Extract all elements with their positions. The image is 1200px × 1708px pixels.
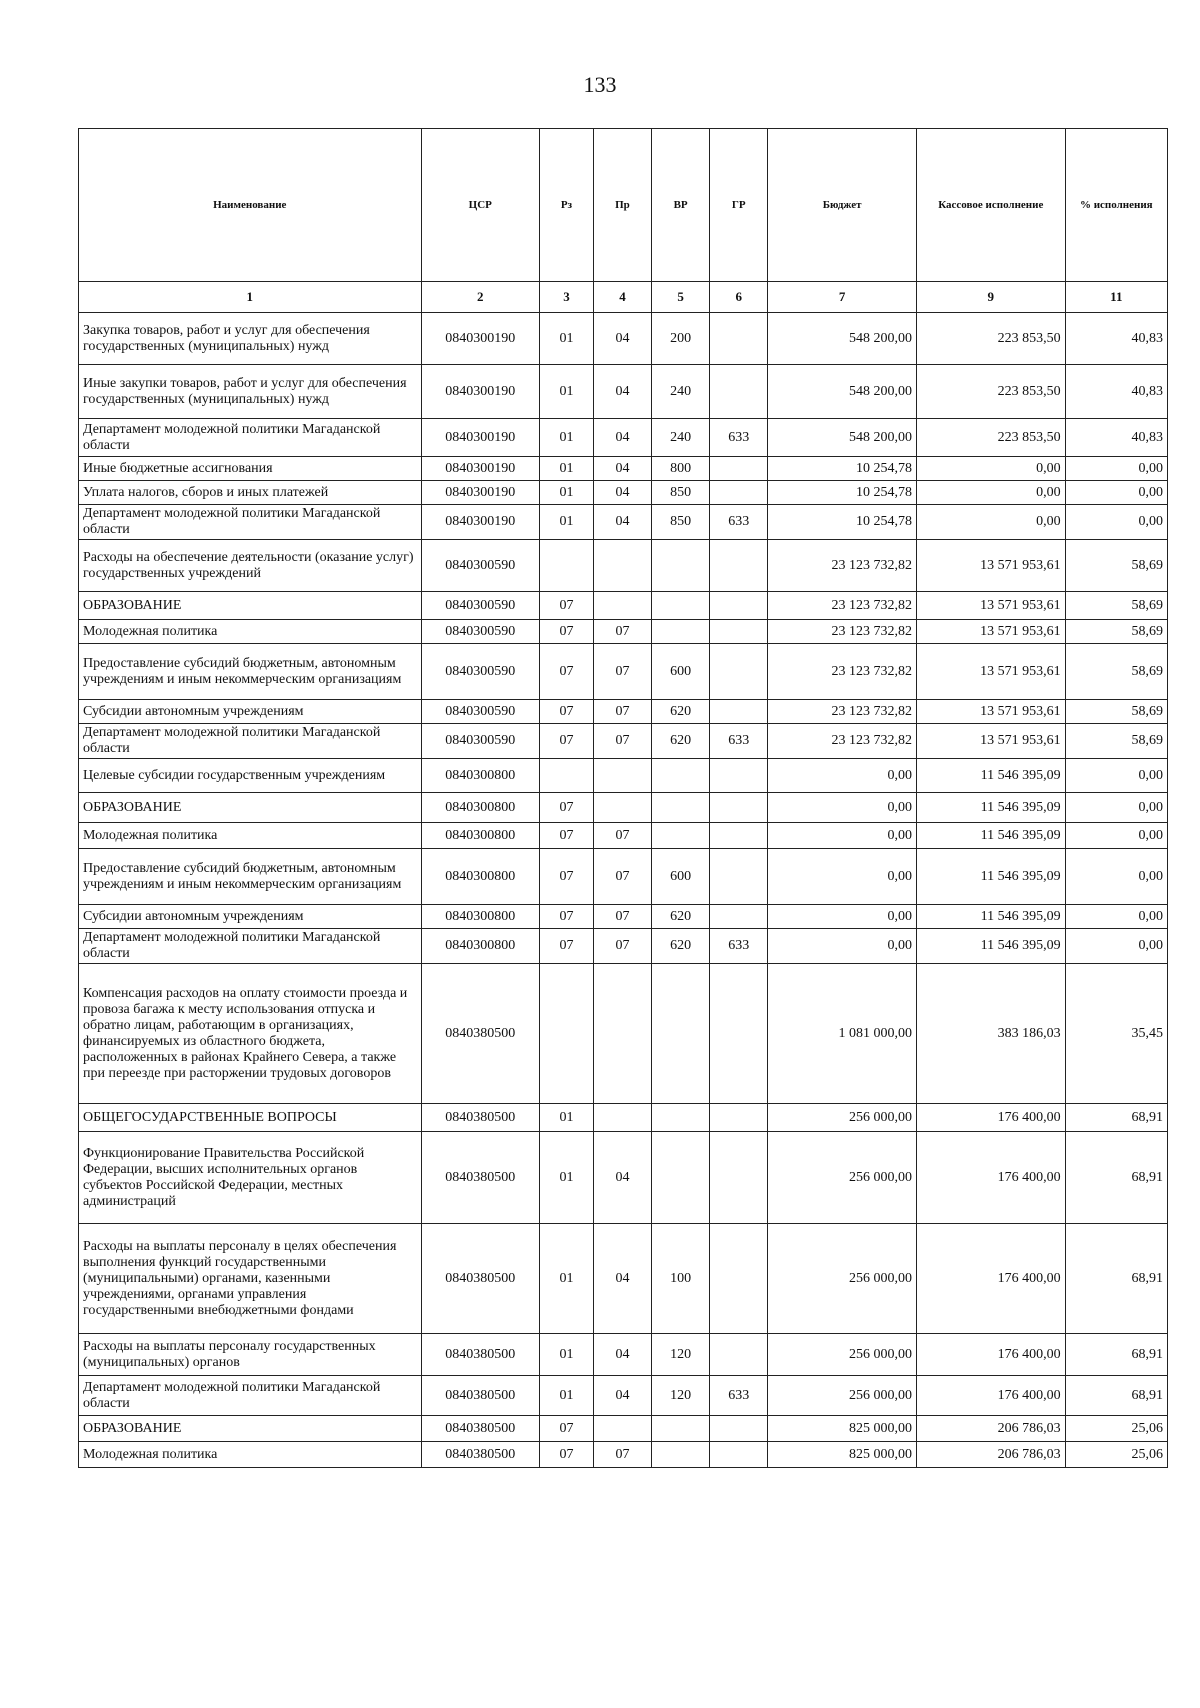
cell-vr	[652, 1132, 710, 1224]
cell-csr: 0840300800	[421, 823, 539, 849]
table-row	[79, 644, 1168, 700]
cell-percent: 0,00	[1065, 457, 1167, 481]
table-row	[79, 1442, 1168, 1468]
cell-percent: 0,00	[1065, 481, 1167, 505]
cell-executed: 176 400,00	[916, 1334, 1065, 1376]
cell-name: Предоставление субсидий бюджетным, автономным учреждениям и иным некоммерческим организациям	[79, 644, 422, 700]
cell-executed: 176 400,00	[916, 1132, 1065, 1224]
table-row	[79, 1376, 1168, 1416]
cell-budget: 256 000,00	[768, 1132, 917, 1224]
cell-executed: 206 786,03	[916, 1416, 1065, 1442]
cell-csr: 0840300190	[421, 313, 539, 365]
cell-percent: 0,00	[1065, 929, 1167, 964]
cell-csr: 0840300800	[421, 849, 539, 905]
cell-name: Молодежная политика	[79, 620, 422, 644]
cell-name: Предоставление субсидий бюджетным, автономным учреждениям и иным некоммерческим организациям	[79, 849, 422, 905]
cell-executed: 0,00	[916, 481, 1065, 505]
column-number: 3	[540, 282, 594, 313]
cell-percent: 0,00	[1065, 823, 1167, 849]
cell-pr: 07	[593, 823, 651, 849]
cell-vr: 120	[652, 1376, 710, 1416]
cell-gr	[710, 823, 768, 849]
cell-vr	[652, 592, 710, 620]
cell-pr	[593, 964, 651, 1104]
cell-budget: 0,00	[768, 793, 917, 823]
column-number: 6	[710, 282, 768, 313]
cell-pr: 07	[593, 929, 651, 964]
cell-csr: 0840300590	[421, 592, 539, 620]
cell-name: Функционирование Правительства Российской Федерации, высших исполнительных органов субъектов Российской Федерации, местных администраций	[79, 1132, 422, 1224]
cell-budget: 23 123 732,82	[768, 592, 917, 620]
cell-rz: 07	[540, 793, 594, 823]
table-row	[79, 620, 1168, 644]
header-executed: Кассовое исполнение	[916, 129, 1065, 282]
cell-vr	[652, 1416, 710, 1442]
cell-percent: 68,91	[1065, 1334, 1167, 1376]
cell-pr	[593, 1104, 651, 1132]
cell-csr: 0840300800	[421, 929, 539, 964]
cell-csr: 0840380500	[421, 1376, 539, 1416]
cell-budget: 1 081 000,00	[768, 964, 917, 1104]
cell-percent: 58,69	[1065, 700, 1167, 724]
cell-name: Целевые субсидии государственным учреждениям	[79, 759, 422, 793]
cell-percent: 58,69	[1065, 644, 1167, 700]
table-row	[79, 964, 1168, 1104]
cell-budget: 23 123 732,82	[768, 644, 917, 700]
cell-gr	[710, 793, 768, 823]
cell-vr: 620	[652, 700, 710, 724]
cell-budget: 825 000,00	[768, 1416, 917, 1442]
cell-name: Субсидии автономным учреждениям	[79, 700, 422, 724]
cell-percent: 25,06	[1065, 1416, 1167, 1442]
cell-vr	[652, 540, 710, 592]
cell-name: Молодежная политика	[79, 1442, 422, 1468]
cell-pr	[593, 1416, 651, 1442]
table-row	[79, 1334, 1168, 1376]
header-pr: Пр	[593, 129, 651, 282]
cell-gr: 633	[710, 1376, 768, 1416]
cell-gr	[710, 1416, 768, 1442]
cell-pr: 04	[593, 481, 651, 505]
table-row	[79, 823, 1168, 849]
cell-vr: 120	[652, 1334, 710, 1376]
cell-name: Закупка товаров, работ и услуг для обеспечения государственных (муниципальных) нужд	[79, 313, 422, 365]
cell-percent: 40,83	[1065, 313, 1167, 365]
cell-budget: 10 254,78	[768, 481, 917, 505]
cell-csr: 0840300190	[421, 505, 539, 540]
cell-rz: 01	[540, 1104, 594, 1132]
column-number: 2	[421, 282, 539, 313]
cell-executed: 223 853,50	[916, 419, 1065, 457]
cell-csr: 0840300590	[421, 724, 539, 759]
cell-gr	[710, 964, 768, 1104]
cell-gr	[710, 700, 768, 724]
cell-vr: 620	[652, 724, 710, 759]
cell-rz	[540, 964, 594, 1104]
cell-vr: 600	[652, 644, 710, 700]
cell-rz: 07	[540, 929, 594, 964]
cell-csr: 0840300800	[421, 793, 539, 823]
cell-csr: 0840300800	[421, 759, 539, 793]
cell-vr	[652, 620, 710, 644]
cell-budget: 256 000,00	[768, 1334, 917, 1376]
cell-rz: 01	[540, 457, 594, 481]
cell-vr: 800	[652, 457, 710, 481]
cell-budget: 256 000,00	[768, 1104, 917, 1132]
cell-pr: 07	[593, 620, 651, 644]
cell-rz: 07	[540, 724, 594, 759]
cell-budget: 0,00	[768, 823, 917, 849]
cell-pr: 07	[593, 905, 651, 929]
cell-gr	[710, 849, 768, 905]
cell-rz: 07	[540, 620, 594, 644]
cell-name: Расходы на обеспечение деятельности (оказание услуг) государственных учреждений	[79, 540, 422, 592]
cell-pr: 07	[593, 700, 651, 724]
cell-executed: 13 571 953,61	[916, 540, 1065, 592]
cell-executed: 11 546 395,09	[916, 929, 1065, 964]
header-name: Наименование	[79, 129, 422, 282]
cell-budget: 256 000,00	[768, 1376, 917, 1416]
cell-vr	[652, 823, 710, 849]
cell-vr	[652, 1442, 710, 1468]
column-number: 4	[593, 282, 651, 313]
cell-budget: 0,00	[768, 929, 917, 964]
cell-vr	[652, 1104, 710, 1132]
cell-percent: 0,00	[1065, 793, 1167, 823]
cell-gr	[710, 1334, 768, 1376]
table-row	[79, 929, 1168, 964]
cell-vr: 620	[652, 929, 710, 964]
cell-rz: 07	[540, 823, 594, 849]
cell-csr: 0840300590	[421, 620, 539, 644]
cell-gr	[710, 1224, 768, 1334]
cell-csr: 0840380500	[421, 1334, 539, 1376]
table-row	[79, 1104, 1168, 1132]
cell-executed: 176 400,00	[916, 1376, 1065, 1416]
header-row	[79, 129, 1168, 282]
cell-gr	[710, 313, 768, 365]
cell-executed: 11 546 395,09	[916, 793, 1065, 823]
cell-pr: 04	[593, 365, 651, 419]
cell-percent: 0,00	[1065, 849, 1167, 905]
column-number: 11	[1065, 282, 1167, 313]
cell-percent: 40,83	[1065, 365, 1167, 419]
column-number: 5	[652, 282, 710, 313]
cell-name: Молодежная политика	[79, 823, 422, 849]
cell-gr	[710, 540, 768, 592]
cell-budget: 23 123 732,82	[768, 620, 917, 644]
cell-pr: 04	[593, 457, 651, 481]
cell-csr: 0840300190	[421, 365, 539, 419]
cell-rz: 01	[540, 481, 594, 505]
header-budget: Бюджет	[768, 129, 917, 282]
cell-executed: 176 400,00	[916, 1104, 1065, 1132]
column-number: 1	[79, 282, 422, 313]
cell-percent: 25,06	[1065, 1442, 1167, 1468]
cell-rz: 01	[540, 1224, 594, 1334]
cell-percent: 0,00	[1065, 505, 1167, 540]
cell-gr	[710, 905, 768, 929]
table-row	[79, 700, 1168, 724]
cell-executed: 206 786,03	[916, 1442, 1065, 1468]
cell-rz: 01	[540, 1132, 594, 1224]
cell-rz: 07	[540, 1416, 594, 1442]
cell-name: Расходы на выплаты персоналу в целях обеспечения выполнения функций государственными (муниципальными) органами, казенными учреждениями, органами управления государственными внебюджетными фондами	[79, 1224, 422, 1334]
cell-budget: 23 123 732,82	[768, 540, 917, 592]
cell-gr: 633	[710, 419, 768, 457]
cell-rz: 07	[540, 700, 594, 724]
cell-csr: 0840380500	[421, 1132, 539, 1224]
cell-pr: 04	[593, 1376, 651, 1416]
cell-csr: 0840300190	[421, 419, 539, 457]
cell-budget: 548 200,00	[768, 313, 917, 365]
column-number: 7	[768, 282, 917, 313]
table-row	[79, 849, 1168, 905]
cell-pr	[593, 793, 651, 823]
cell-percent: 35,45	[1065, 964, 1167, 1104]
cell-pr	[593, 540, 651, 592]
cell-rz: 07	[540, 592, 594, 620]
cell-rz: 01	[540, 419, 594, 457]
cell-percent: 58,69	[1065, 540, 1167, 592]
budget-execution-table	[78, 128, 1168, 1468]
cell-gr	[710, 457, 768, 481]
cell-vr: 620	[652, 905, 710, 929]
cell-pr: 07	[593, 849, 651, 905]
cell-name: Иные бюджетные ассигнования	[79, 457, 422, 481]
cell-rz: 07	[540, 849, 594, 905]
cell-gr	[710, 592, 768, 620]
cell-csr: 0840300590	[421, 700, 539, 724]
cell-percent: 0,00	[1065, 759, 1167, 793]
cell-gr	[710, 759, 768, 793]
cell-rz: 01	[540, 365, 594, 419]
cell-budget: 23 123 732,82	[768, 700, 917, 724]
cell-name: Компенсация расходов на оплату стоимости проезда и провоза багажа к месту использования отпуска и обратно лицам, работающим в организациях, финансируемых из областного бюджета, расположенных в районах Крайнего Севера, а также при переезде при расторжении трудовых договоров	[79, 964, 422, 1104]
table-row	[79, 1416, 1168, 1442]
cell-gr	[710, 481, 768, 505]
table-row	[79, 592, 1168, 620]
cell-gr	[710, 1442, 768, 1468]
cell-gr: 633	[710, 505, 768, 540]
cell-vr: 600	[652, 849, 710, 905]
cell-budget: 10 254,78	[768, 505, 917, 540]
cell-pr: 07	[593, 644, 651, 700]
table-row	[79, 313, 1168, 365]
cell-csr: 0840300590	[421, 644, 539, 700]
cell-percent: 68,91	[1065, 1376, 1167, 1416]
cell-csr: 0840380500	[421, 1104, 539, 1132]
table-row	[79, 481, 1168, 505]
cell-name: ОБЩЕГОСУДАРСТВЕННЫЕ ВОПРОСЫ	[79, 1104, 422, 1132]
cell-rz: 01	[540, 1334, 594, 1376]
cell-percent: 68,91	[1065, 1132, 1167, 1224]
cell-rz	[540, 759, 594, 793]
table-row	[79, 793, 1168, 823]
cell-gr: 633	[710, 929, 768, 964]
cell-csr: 0840300190	[421, 457, 539, 481]
header-vr: ВР	[652, 129, 710, 282]
cell-csr: 0840300190	[421, 481, 539, 505]
cell-budget: 0,00	[768, 849, 917, 905]
table-row	[79, 759, 1168, 793]
cell-gr	[710, 365, 768, 419]
table-row	[79, 505, 1168, 540]
cell-rz: 07	[540, 1442, 594, 1468]
cell-budget: 256 000,00	[768, 1224, 917, 1334]
cell-gr: 633	[710, 724, 768, 759]
cell-executed: 11 546 395,09	[916, 905, 1065, 929]
table-row	[79, 1132, 1168, 1224]
cell-vr: 240	[652, 419, 710, 457]
cell-pr: 04	[593, 419, 651, 457]
cell-vr: 850	[652, 481, 710, 505]
column-numbers-row	[79, 282, 1168, 313]
cell-vr	[652, 964, 710, 1104]
cell-budget: 10 254,78	[768, 457, 917, 481]
cell-executed: 383 186,03	[916, 964, 1065, 1104]
header-gr: ГР	[710, 129, 768, 282]
cell-executed: 0,00	[916, 505, 1065, 540]
cell-percent: 58,69	[1065, 620, 1167, 644]
cell-vr: 100	[652, 1224, 710, 1334]
cell-executed: 0,00	[916, 457, 1065, 481]
cell-pr: 07	[593, 724, 651, 759]
cell-gr	[710, 620, 768, 644]
cell-executed: 11 546 395,09	[916, 759, 1065, 793]
cell-pr: 04	[593, 1334, 651, 1376]
cell-pr	[593, 592, 651, 620]
cell-gr	[710, 1104, 768, 1132]
header-percent: % исполнения	[1065, 129, 1167, 282]
cell-gr	[710, 644, 768, 700]
cell-name: Департамент молодежной политики Магаданской области	[79, 929, 422, 964]
cell-rz: 07	[540, 905, 594, 929]
cell-rz: 01	[540, 313, 594, 365]
cell-rz: 07	[540, 644, 594, 700]
cell-budget: 0,00	[768, 759, 917, 793]
header-csr: ЦСР	[421, 129, 539, 282]
cell-pr: 04	[593, 1132, 651, 1224]
cell-name: Департамент молодежной политики Магаданской области	[79, 1376, 422, 1416]
cell-budget: 23 123 732,82	[768, 724, 917, 759]
cell-csr: 0840380500	[421, 1416, 539, 1442]
table-row	[79, 419, 1168, 457]
cell-executed: 13 571 953,61	[916, 592, 1065, 620]
cell-percent: 68,91	[1065, 1224, 1167, 1334]
cell-pr: 04	[593, 1224, 651, 1334]
cell-name: Субсидии автономным учреждениям	[79, 905, 422, 929]
cell-executed: 13 571 953,61	[916, 644, 1065, 700]
cell-executed: 11 546 395,09	[916, 849, 1065, 905]
cell-name: Расходы на выплаты персоналу государственных (муниципальных) органов	[79, 1334, 422, 1376]
cell-csr: 0840380500	[421, 964, 539, 1104]
cell-executed: 223 853,50	[916, 313, 1065, 365]
cell-name: Уплата налогов, сборов и иных платежей	[79, 481, 422, 505]
cell-executed: 13 571 953,61	[916, 620, 1065, 644]
table-row	[79, 540, 1168, 592]
cell-gr	[710, 1132, 768, 1224]
table-row	[79, 724, 1168, 759]
cell-csr: 0840380500	[421, 1442, 539, 1468]
cell-budget: 548 200,00	[768, 365, 917, 419]
cell-percent: 0,00	[1065, 905, 1167, 929]
table-row	[79, 457, 1168, 481]
cell-csr: 0840380500	[421, 1224, 539, 1334]
cell-percent: 40,83	[1065, 419, 1167, 457]
cell-executed: 13 571 953,61	[916, 724, 1065, 759]
cell-csr: 0840300590	[421, 540, 539, 592]
cell-pr: 04	[593, 313, 651, 365]
cell-vr: 850	[652, 505, 710, 540]
cell-pr: 07	[593, 1442, 651, 1468]
cell-pr	[593, 759, 651, 793]
cell-rz: 01	[540, 505, 594, 540]
cell-vr	[652, 793, 710, 823]
cell-name: ОБРАЗОВАНИЕ	[79, 793, 422, 823]
cell-vr: 200	[652, 313, 710, 365]
table-row	[79, 365, 1168, 419]
cell-rz	[540, 540, 594, 592]
cell-name: Иные закупки товаров, работ и услуг для обеспечения государственных (муниципальных) нужд	[79, 365, 422, 419]
cell-percent: 58,69	[1065, 724, 1167, 759]
cell-pr: 04	[593, 505, 651, 540]
cell-budget: 548 200,00	[768, 419, 917, 457]
cell-vr	[652, 759, 710, 793]
cell-executed: 11 546 395,09	[916, 823, 1065, 849]
cell-name: Департамент молодежной политики Магаданской области	[79, 724, 422, 759]
cell-name: ОБРАЗОВАНИЕ	[79, 1416, 422, 1442]
cell-rz: 01	[540, 1376, 594, 1416]
cell-name: ОБРАЗОВАНИЕ	[79, 592, 422, 620]
cell-budget: 0,00	[768, 905, 917, 929]
cell-csr: 0840300800	[421, 905, 539, 929]
page-number: 133	[583, 72, 617, 97]
table-row	[79, 905, 1168, 929]
cell-budget: 825 000,00	[768, 1442, 917, 1468]
column-number: 9	[916, 282, 1065, 313]
cell-vr: 240	[652, 365, 710, 419]
cell-executed: 176 400,00	[916, 1224, 1065, 1334]
cell-percent: 68,91	[1065, 1104, 1167, 1132]
cell-executed: 223 853,50	[916, 365, 1065, 419]
header-rz: Рз	[540, 129, 594, 282]
table-row	[79, 1224, 1168, 1334]
cell-percent: 58,69	[1065, 592, 1167, 620]
cell-name: Департамент молодежной политики Магаданской области	[79, 419, 422, 457]
cell-name: Департамент молодежной политики Магаданской области	[79, 505, 422, 540]
cell-executed: 13 571 953,61	[916, 700, 1065, 724]
